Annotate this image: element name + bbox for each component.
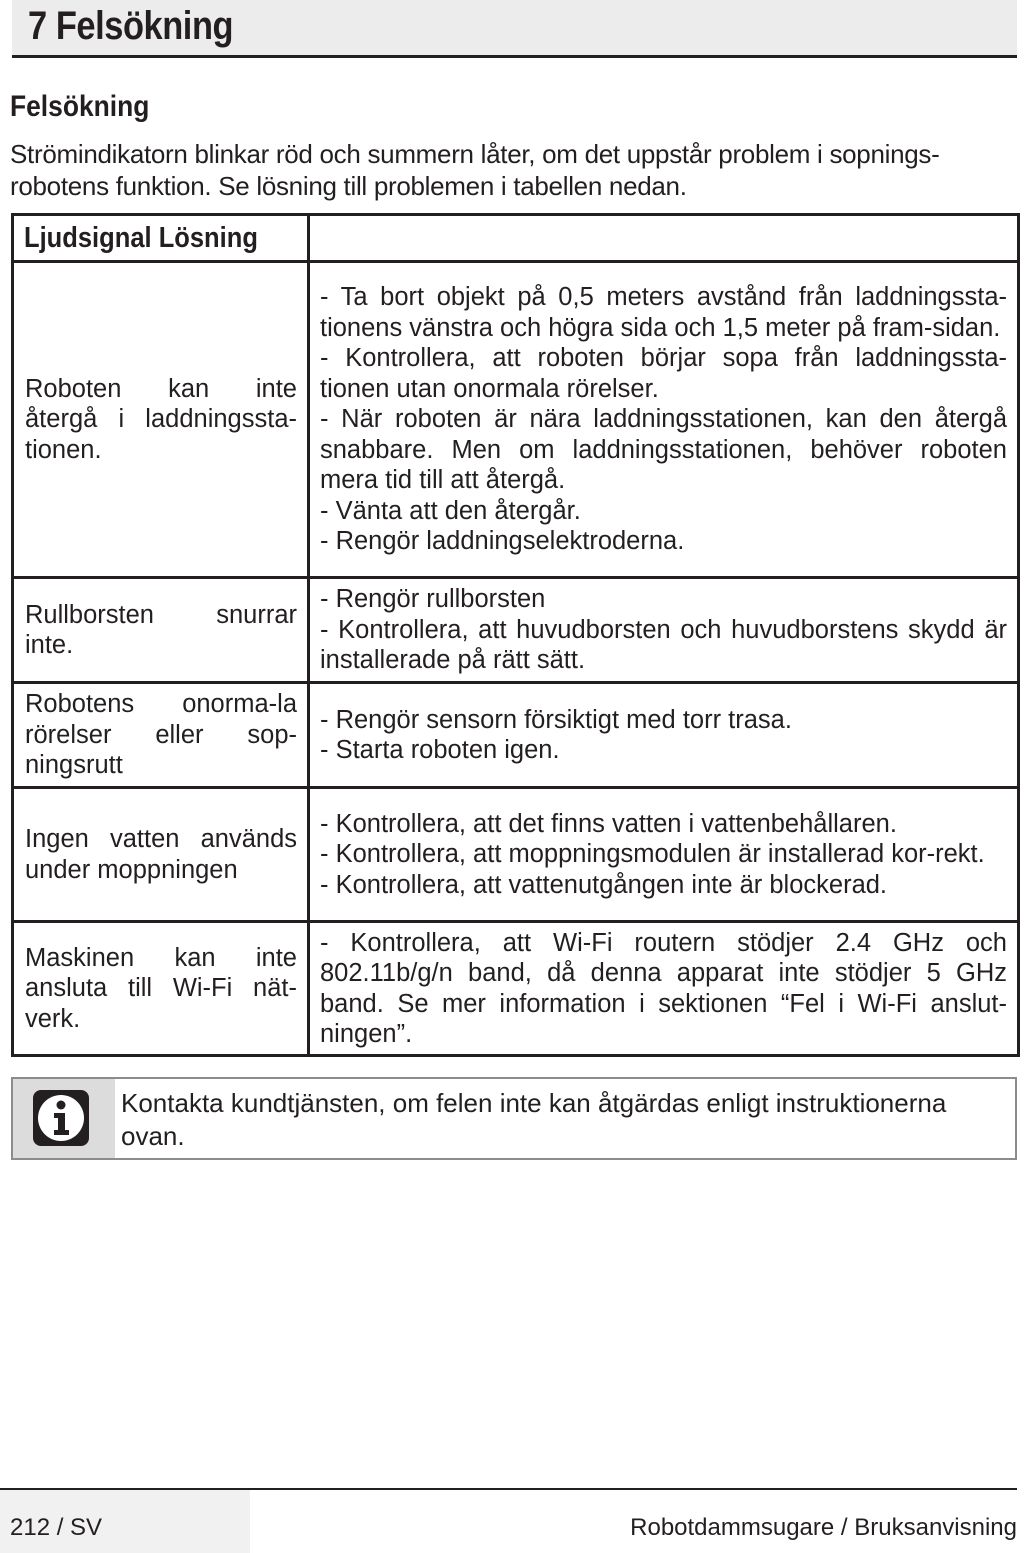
solution-line: - När roboten är nära laddningsstationen, kan den återgå snabbare. Men om laddningsstationen, behöver roboten mera tid till att återgå.	[320, 405, 1007, 495]
solution-cell	[309, 578, 1019, 683]
table-row	[13, 578, 1019, 683]
table-row	[13, 922, 1019, 1056]
solution-line: - Ta bort objekt på 0,5 meters avstånd från laddningssta-tionens vänstra och högra sida och 1,5 meter på fram-sidan.	[320, 283, 1007, 342]
solution-line: - Rengör rullborsten	[320, 585, 546, 614]
problem-cell: Rullborsten snurrar inte.	[13, 578, 309, 683]
solution-line: - Rengör laddningselektroderna.	[320, 527, 685, 556]
solution-cell	[309, 922, 1019, 1056]
problem-cell: Maskinen kan inte ansluta till Wi-Fi nät-verk.	[13, 922, 309, 1056]
troubleshooting-table	[11, 213, 1020, 1057]
intro-paragraph: Strömindikatorn blinkar röd och summern låter, om det uppstår problem i sopnings-robotens funktion. Se lösning till problemen i tabellen nedan.	[10, 139, 940, 201]
solution-line: - Kontrollera, att huvudborsten och huvudborstens skydd är installerade på rätt sätt.	[320, 615, 1007, 675]
table-row	[13, 788, 1019, 922]
problem-cell: Ingen vatten används under moppningen	[13, 788, 309, 922]
solution-line: - Rengör sensorn försiktigt med torr trasa.	[320, 705, 792, 734]
info-note	[11, 1077, 1017, 1160]
solution-line: - Vänta att den återgår.	[320, 496, 581, 525]
solution-line: - Kontrollera, att det finns vatten i vattenbehållaren.	[320, 809, 897, 838]
chapter-title: 7 Felsökning	[28, 4, 234, 48]
table-header-row	[13, 215, 1019, 262]
solution-cell	[309, 788, 1019, 922]
header-cell-empty	[309, 215, 1019, 262]
header-cell-signal: Ljudsignal Lösning	[13, 215, 309, 262]
section-title: Felsökning	[10, 90, 150, 123]
info-icon	[33, 1090, 89, 1146]
document-title: Robotdammsugare / Bruksanvisning	[630, 1514, 1017, 1541]
page-number: 212 / SV	[10, 1514, 103, 1541]
solution-line: - Kontrollera, att vattenutgången inte är blockerad.	[320, 870, 888, 899]
solution-line: - Kontrollera, att roboten börjar sopa från laddningssta-tionen utan onormala rörelser.	[320, 344, 1007, 403]
solution-cell	[309, 683, 1019, 788]
solution-line: - Kontrollera, att Wi-Fi routern stödjer 2.4 GHz och 802.11b/g/n band, då denna apparat inte stödjer 5 GHz band. Se mer information i sektionen “Fel i Wi-Fi anslut-ningen”.	[320, 928, 1007, 1048]
problem-cell: Roboten kan inte återgå i laddningssta-tionen.	[13, 262, 309, 578]
solution-cell	[309, 262, 1019, 578]
problem-cell: Robotens onorma-la rörelser eller sop-ningsrutt	[13, 683, 309, 788]
table-row	[13, 683, 1019, 788]
chapter-title-bar	[12, 0, 1017, 58]
solution-line: - Kontrollera, att moppningsmodulen är installerad kor-rekt.	[320, 840, 985, 869]
table-row	[13, 262, 1019, 578]
info-note-text: Kontakta kundtjänsten, om felen inte kan åtgärdas enligt instruktionerna ovan.	[121, 1088, 947, 1151]
info-icon-box	[13, 1079, 115, 1158]
solution-line: - Starta roboten igen.	[320, 736, 560, 764]
